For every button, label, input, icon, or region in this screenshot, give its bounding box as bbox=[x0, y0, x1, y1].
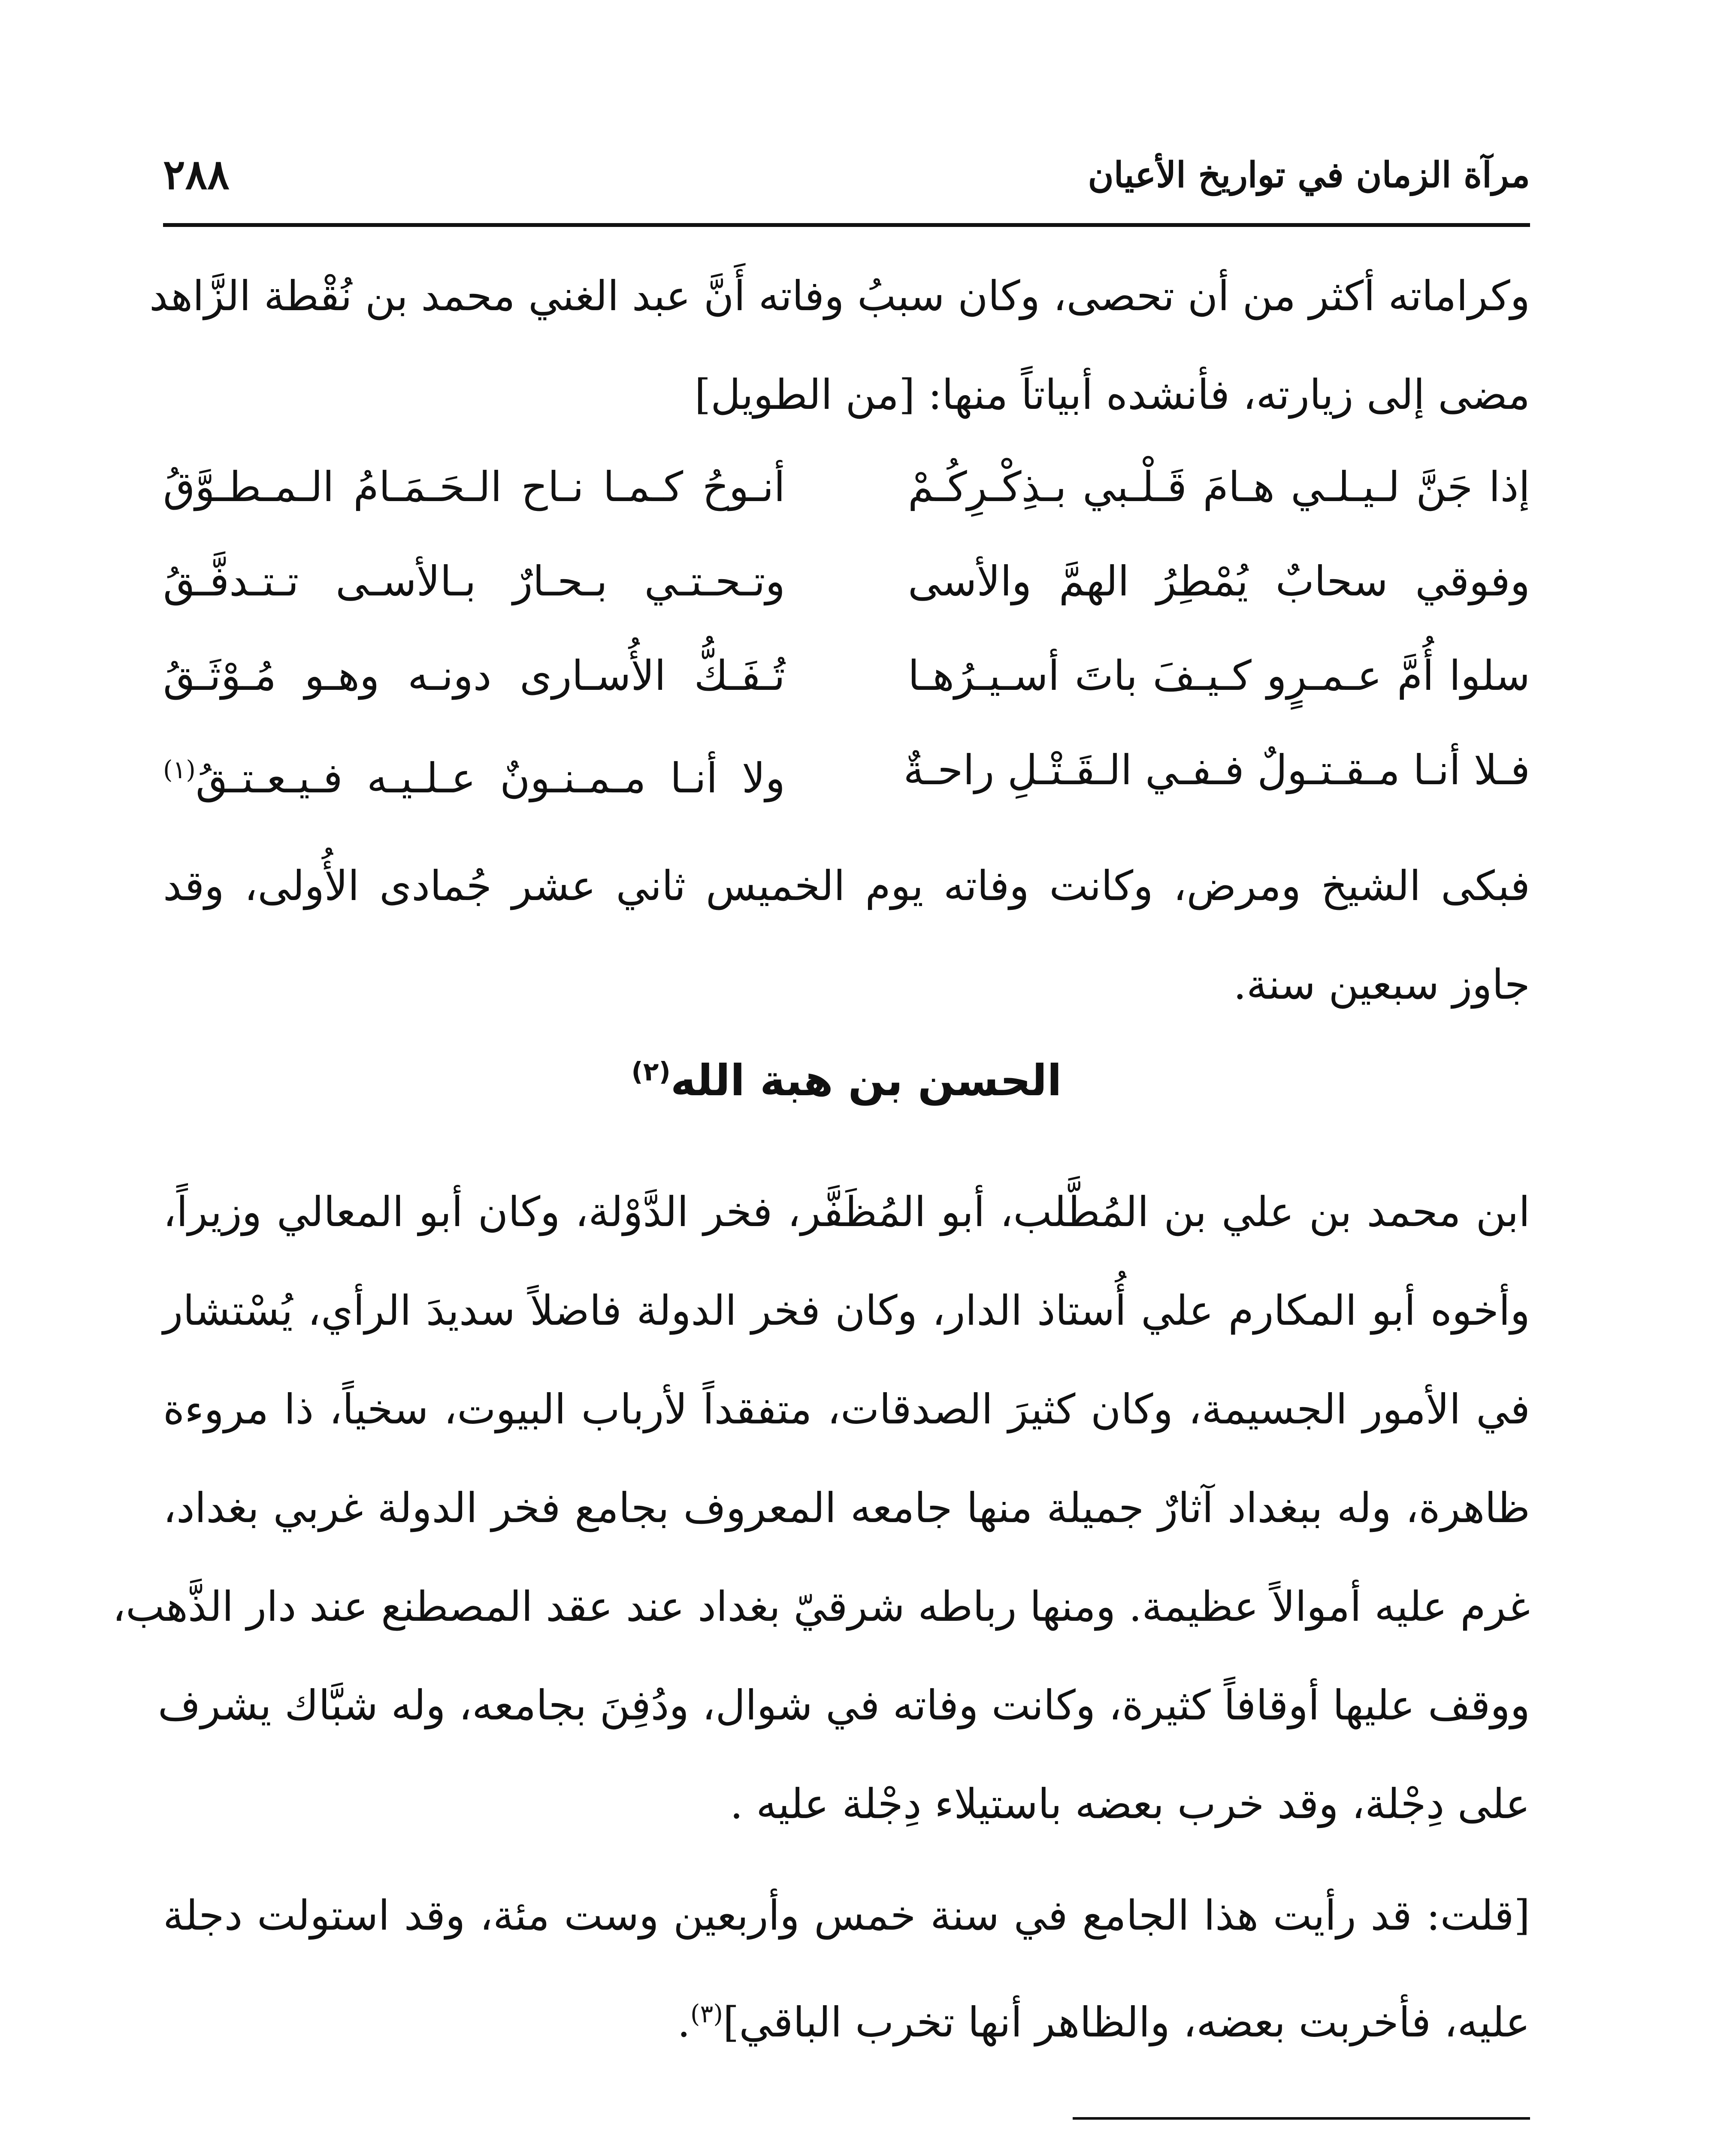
bracket-end: . bbox=[677, 1998, 691, 2046]
intro-line-2: مضى إلى زيارته، فأنشده أبياتاً منها: [من الطويل] bbox=[694, 371, 1530, 419]
poem-verse-4 bbox=[163, 740, 1530, 800]
section-title bbox=[163, 1055, 1530, 1106]
body-line-3: في الأمور الجسيمة، وكان كثيرَ الصدقات، متفقداً لأرباب البيوت، سخياً، ذا مروءة bbox=[163, 1385, 1530, 1433]
body-line-6: ووقف عليها أوقافاً كثيرة، وكانت وفاته في شوال، ودُفِنَ بجامعه، وله شبَّاك يشرف bbox=[157, 1681, 1530, 1729]
verse-second-hemistich: تُـفَـكُّ الأُسـارى دونـه وهـو مُـوْثَـقُ bbox=[163, 652, 785, 700]
body-line-2: وأخوه أبو المكارم علي أُستاذ الدار، وكان فخر الدولة فاضلاً سديدَ الرأي، يُسْتشار bbox=[163, 1287, 1530, 1335]
bracket-line-1: [قلت: قد رأيت هذا الجامع في سنة خمس وأربعين وست مئة، وقد استولت دجلة bbox=[163, 1891, 1530, 1940]
after-poem-line-2: جاوز سبعين سنة. bbox=[1233, 961, 1530, 1009]
header-rule bbox=[163, 223, 1530, 227]
footnote-rule bbox=[1073, 2117, 1530, 2120]
poem-verse-2 bbox=[163, 551, 1530, 611]
verse-first-hemistich: سلوا أُمَّ عـمـرٍو كـيـفَ باتَ أسـيـرُهـا bbox=[908, 652, 1530, 700]
verse-first-hemistich: وفوقي سحابٌ يُمْطِرُ الهمَّ والأسى bbox=[908, 557, 1530, 605]
footnote-ref-3[interactable]: (٣) bbox=[690, 2000, 723, 2028]
verse-second-hemistich bbox=[163, 740, 785, 808]
after-poem-line-1: فبكى الشيخ ومرض، وكانت وفاته يوم الخميس ثاني عشر جُمادى الأُولى، وقد bbox=[163, 862, 1530, 910]
page-number: ٢٨٨ bbox=[163, 150, 230, 199]
body-line-1: ابن محمد بن علي بن المُطَّلب، أبو المُظَفَّر، فخر الدَّوْلة، وكان أبو المعالي وزيراً، bbox=[163, 1188, 1530, 1236]
bracket-text: عليه، فأخربت بعضه، والظاهر أنها تخرب الباقي] bbox=[723, 1998, 1530, 2046]
poem-verse-3 bbox=[163, 646, 1530, 706]
body-line-5: غرم عليه أموالاً عظيمة. ومنها رباطه شرقيّ بغداد عند عقد المصطنع عند دار الذَّهب، bbox=[112, 1583, 1530, 1631]
verse-second-hemistich: أنـوحُ كـمـا نـاح الـحَـمَـامُ الـمـطـوَّقُ bbox=[163, 463, 785, 511]
section-title-text: الحسن بن هبة الله bbox=[670, 1055, 1062, 1106]
body-line-4: ظاهرة، وله ببغداد آثارٌ جميلة منها جامعه المعروف بجامع فخر الدولة غربي بغداد، bbox=[163, 1484, 1530, 1532]
verse-text: ولا أنـا مـمـنـونٌ عـلـيـه فـيـعـتـقُ bbox=[195, 754, 785, 802]
poem-verse-1 bbox=[163, 457, 1530, 517]
body-line-7: على دِجْلة، وقد خرب بعضه باستيلاء دِجْلة عليه . bbox=[730, 1780, 1530, 1828]
intro-line-1: وكراماته أكثر من أن تحصى، وكان سببُ وفاته أَنَّ عبد الغني محمد بن نُقْطة الزَّاهد bbox=[149, 272, 1530, 320]
running-header bbox=[163, 150, 1530, 219]
verse-first-hemistich: فـلا أنـا مـقـتـولٌ فـفـي الـقَـتْـلِ راحـةٌ bbox=[903, 746, 1530, 794]
verse-first-hemistich: إذا جَنَّ لـيـلـي هـامَ قَـلْـبي بـذِكْـرِكُـمْ bbox=[908, 463, 1530, 511]
book-title: مرآة الزمان في تواريخ الأعيان bbox=[1088, 154, 1530, 196]
verse-second-hemistich: وتـحـتـي بـحـارٌ بـالأسـى تـتـدفَّـقُ bbox=[163, 557, 785, 605]
footnote-ref-2[interactable]: (٢) bbox=[631, 1057, 671, 1087]
bracket-line-2 bbox=[163, 1984, 1530, 2052]
footnote-ref-1[interactable]: (١) bbox=[163, 755, 196, 784]
